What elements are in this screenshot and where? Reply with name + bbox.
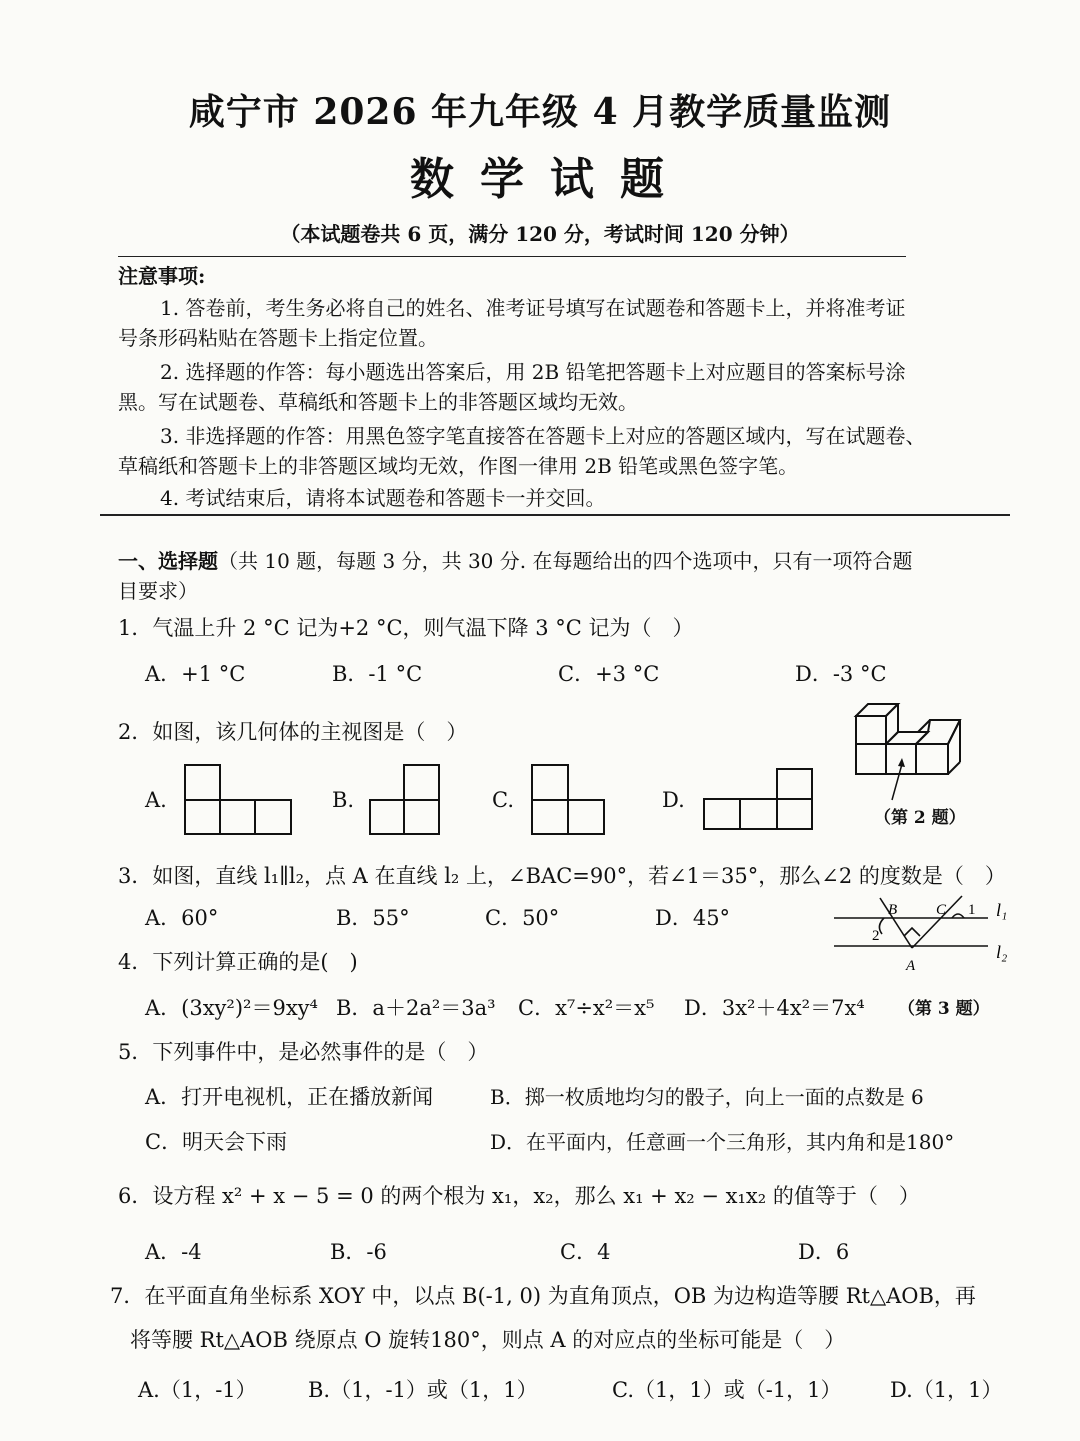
q2-solid-figure — [852, 700, 972, 806]
q5-option-c: C．明天会下雨 — [145, 1130, 288, 1154]
header-divider — [118, 256, 906, 257]
q2-option-d: D. — [662, 788, 685, 812]
q4-option-a: A．(3xy²)²＝9xy⁴ — [145, 996, 318, 1020]
q3-geometry-figure — [830, 890, 1020, 976]
q6-option-c: C．4 — [560, 1240, 611, 1264]
q6-option-b: B．-6 — [330, 1240, 387, 1264]
note-line: 3. 非选择题的作答：用黑色签字笔直接答在答题卡上对应的答题区域内，写在试题卷、 — [160, 424, 926, 448]
note-line: 1. 答卷前，考生务必将自己的姓名、准考证号填写在试题卷和答题卡上，并将准考证 — [160, 296, 906, 320]
question-1-stem: 1．气温上升 2 °C 记为+2 °C，则气温下降 3 °C 记为（ ） — [118, 616, 694, 640]
note-line: 号条形码粘贴在答题卡上指定位置。 — [118, 326, 438, 350]
q2-figure-caption: （第 2 题） — [874, 808, 966, 828]
notes-divider — [100, 514, 1010, 516]
q2-option-c: C. — [492, 788, 514, 812]
q3-option-a: A．60° — [145, 906, 219, 930]
section-heading — [118, 545, 912, 574]
q2-option-c-figure — [531, 764, 607, 836]
q4-option-d: D．3x²＋4x²＝7x⁴ — [684, 996, 865, 1020]
section-desc-cont: 目要求） — [118, 579, 198, 603]
question-7-stem-line1: 7．在平面直角坐标系 XOY 中，以点 B(-1, 0) 为直角顶点，OB 为边构造等腰 Rt△AOB，再 — [110, 1284, 976, 1308]
q1-option-c: C．+3 °C — [558, 662, 660, 686]
q2-option-b-figure — [369, 764, 441, 836]
note-line: 草稿纸和答题卡上的非答题区域均无效，作图一律用 2B 铅笔或黑色签字笔。 — [118, 454, 799, 478]
q3-option-b: B．55° — [336, 906, 410, 930]
q6-option-d: D．6 — [798, 1240, 850, 1264]
note-line: 2. 选择题的作答：每小题选出答案后，用 2B 铅笔把答题卡上对应题目的答案标号涂 — [160, 360, 906, 384]
q3-label-l2: l₂ — [996, 942, 1008, 962]
note-line: 黑。写在试题卷、草稿纸和答题卡上的非答题区域均无效。 — [118, 390, 638, 414]
question-6-stem: 6．设方程 x² + x − 5 = 0 的两个根为 x₁，x₂，那么 x₁ + x₂ − x₁x₂ 的值等于（ ） — [118, 1184, 920, 1208]
q3-option-d: D．45° — [655, 906, 731, 930]
exam-title: 咸宁市 2026 年九年级 4 月教学质量监测 — [188, 91, 892, 133]
q2-option-d-figure — [703, 768, 815, 832]
q1-option-d: D．-3 °C — [795, 662, 887, 686]
q2-option-b: B. — [332, 788, 355, 812]
subject-title: 数学试题 — [410, 154, 690, 205]
q3-option-c: C．50° — [485, 906, 560, 930]
q3-label-1: 1 — [968, 902, 976, 918]
q4-option-c: C．x⁷÷x²＝x⁵ — [518, 996, 655, 1020]
q1-option-b: B．-1 °C — [332, 662, 423, 686]
q3-label-c: C — [936, 902, 947, 918]
section-desc: （共 10 题，每题 3 分，共 30 分. 在每题给出的四个选项中，只有一项符合题 — [218, 549, 913, 573]
q7-option-a: A.（1，-1） — [138, 1378, 257, 1402]
q3-label-l1: l₁ — [996, 900, 1008, 920]
question-4-stem: 4．下列计算正确的是( ) — [118, 950, 358, 974]
q3-label-a: A — [906, 958, 916, 974]
q7-option-c: C.（1，1）或（-1，1） — [612, 1378, 842, 1402]
q3-figure-caption: （第 3 题） — [898, 999, 990, 1019]
q2-option-a: A. — [145, 788, 167, 812]
exam-info: （本试题卷共 6 页，满分 120 分，考试时间 120 分钟） — [280, 222, 800, 246]
q1-option-a: A．+1 °C — [145, 662, 246, 686]
q6-option-a: A．-4 — [145, 1240, 202, 1264]
question-3-stem: 3．如图，直线 l₁∥l₂，点 A 在直线 l₂ 上，∠BAC=90°，若∠1＝35°，那么∠2 的度数是（ ） — [118, 864, 1006, 888]
q3-label-2: 2 — [872, 928, 880, 944]
q5-option-a: A．打开电视机，正在播放新闻 — [145, 1085, 434, 1109]
q2-option-a-figure — [184, 764, 294, 836]
question-5-stem: 5．下列事件中，是必然事件的是（ ） — [118, 1040, 489, 1064]
notes-heading: 注意事项: — [118, 264, 206, 288]
note-line: 4. 考试结束后，请将本试题卷和答题卡一并交回。 — [160, 486, 606, 510]
q7-option-d: D.（1，1） — [890, 1378, 1003, 1402]
q5-option-d: D．在平面内，任意画一个三角形，其内角和是180° — [490, 1130, 955, 1154]
q4-option-b: B．a＋2a²＝3a³ — [336, 996, 496, 1020]
section-title: 一、选择题 — [118, 549, 218, 573]
q5-option-b: B．掷一枚质地均匀的骰子，向上一面的点数是 6 — [490, 1085, 924, 1109]
q7-option-b: B.（1，-1）或（1，1） — [308, 1378, 538, 1402]
q3-label-b: B — [888, 902, 898, 918]
question-2-stem: 2．如图，该几何体的主视图是（ ） — [118, 720, 468, 744]
question-7-stem-line2: 将等腰 Rt△AOB 绕原点 O 旋转180°，则点 A 的对应点的坐标可能是（ ） — [130, 1328, 846, 1352]
